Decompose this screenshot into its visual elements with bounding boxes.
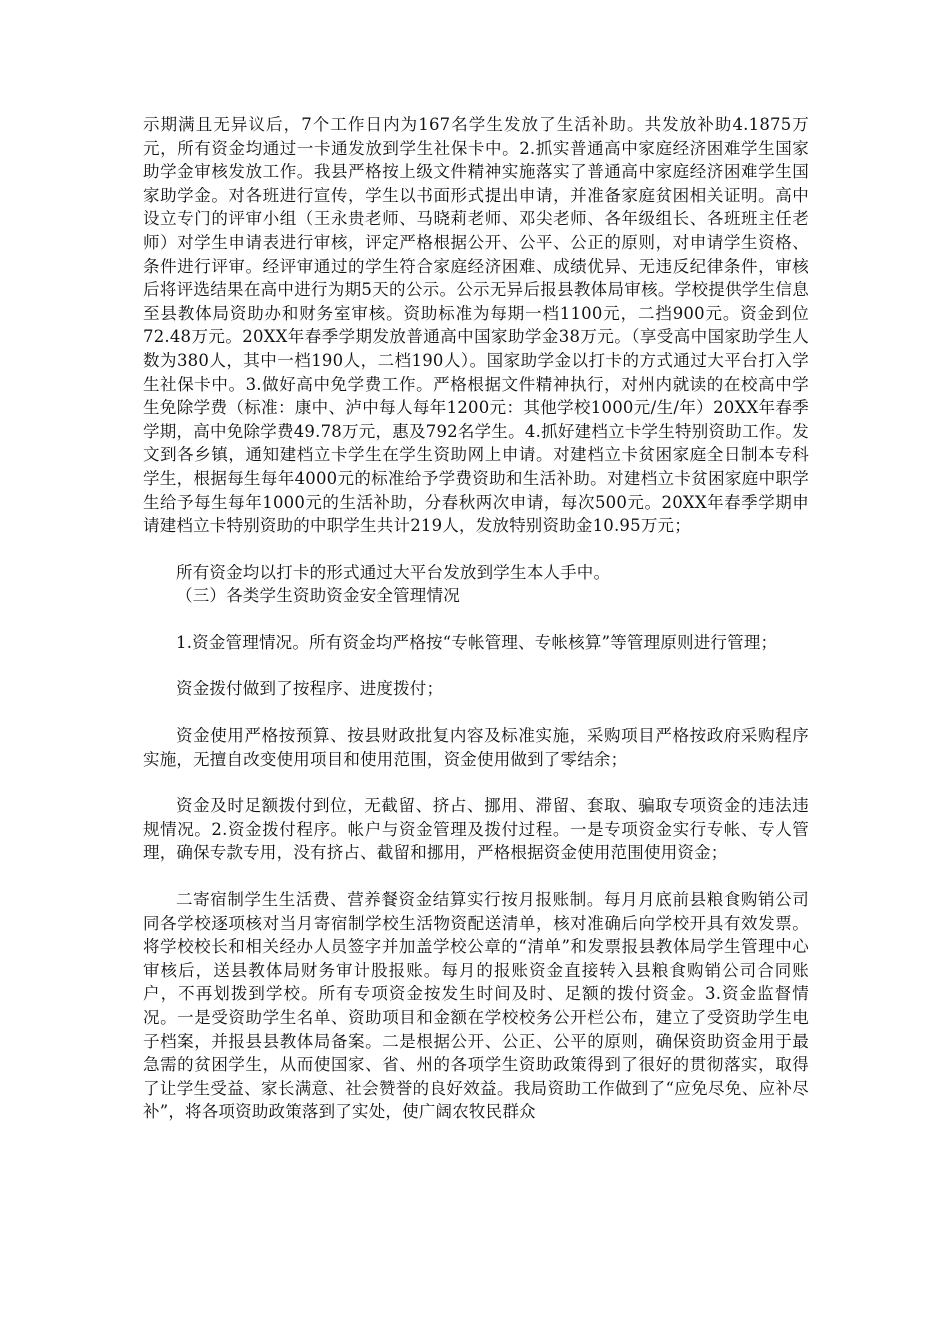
paragraph: 资金使用严格按预算、按县财政批复内容及标准实施，采购项目严格按政府采购程序实施，无擅自改变使用项目和使用范围，资金使用做到了零结余； [143,726,809,769]
paragraph: 资金拨付做到了按程序、进度拨付； [176,679,444,699]
document-page [143,113,809,1124]
paragraph: 二寄宿制学生生活费、营养餐资金结算实行按月报账制。每月月底前县粮食购销公司同各学校逐项核对当月寄宿制学校生活物资配送清单，核对准确后向学校开具有效发票。将学校校长和相关经办人员签字并加盖学校公章的“清单”和发票报县教体局学生管理中心审核后，送县教体局财务审计股报账。每月的报账资金直接转入县粮食购销公司合同账户，不再划拨到学校。所有专项资金按发生时间及时、足额的拨付资金。3.资金监督情况。一是受资助学生名单、资助项目和金额在学校校务公开栏公布，建立了受资助学生电子档案，并报县县教体局备案。二是根据公开、公正、公平的原则，确保资助资金用于最急需的贫困学生，从而使国家、省、州的各项学生资助政策得到了很好的贯彻落实，取得了让学生受益、家长满意、社会赞誉的良好效益。我局资助工作做到了“应免尽免、应补尽补”，将各项资助政策落到了实处，使广阔农牧民群众 [143,890,809,1122]
paragraph-continued: 示期满且无异议后，7个工作日内为167名学生发放了生活补助。共发放补助4.1875万元，所有资金均通过一卡通发放到学生社保卡中。2.抓实普通高中家庭经济困难学生国家助学金审核发放工作。我县严格按上级文件精神实施落实了普通高中家庭经济困难学生国家助学金。对各班进行宣传，学生以书面形式提出申请，并准备家庭贫困相关证明。高中设立专门的评审小组（王永贵老师、马晓莉老师、邓尖老师、各年级组长、各班班主任老师）对学生申请表进行审核，评定严格根据公开、公平、公正的原则，对申请学生资格、条件进行评审。经评审通过的学生符合家庭经济困难、成绩优异、无违反纪律条件，审核后将评选结果在高中进行为期5天的公示。公示无异后报县教体局审核。学校提供学生信息至县教体局资助办和财务室审核。资助标准为每期一档1100元，二挡900元。资金到位72.48万元。20XX年春季学期发放普通高中国家助学金38万元。（享受高中国家助学生人数为380人，其中一档190人，二档190人）。国家助学金以打卡的方式通过大平台打入学生社保卡中。3.做好高中免学费工作。严格根据文件精神执行，对州内就读的在校高中学生免除学费（标准：康中、泸中每人每年1200元：其他学校1000元/生/年）20XX年春季学期，高中免除学费49.78万元，惠及792名学生。4.抓好建档立卡学生特别资助工作。发文到各乡镇，通知建档立卡学生在学生资助网上申请。对建档立卡贫困家庭全日制本专科学生，根据每生每年4000元的标准给予学费资助和生活补助。对建档立卡贫困家庭中职学生给予每生每年1000元的生活补助，分春秋两次申请，每次500元。20XX年春季学期申请建档立卡特别资助的中职学生共计219人，发放特别资助金10.95万元； [143,115,809,536]
paragraph: 所有资金均以打卡的形式通过大平台发放到学生本人手中。 [176,562,611,582]
section-heading: （三）各类学生资助资金安全管理情况 [176,586,460,606]
paragraph: 资金及时足额拨付到位，无截留、挤占、挪用、滞留、套取、骗取专项资金的违法违规情况。2.资金拨付程序。帐户与资金管理及拨付过程。一是专项资金实行专帐、专人管理，确保专款专用，没有挤占、截留和挪用，严格根据资金使用范围使用资金； [143,796,809,863]
paragraph: 1.资金管理情况。所有资金均严格按“专帐管理、专帐核算”等管理原则进行管理； [176,632,778,652]
